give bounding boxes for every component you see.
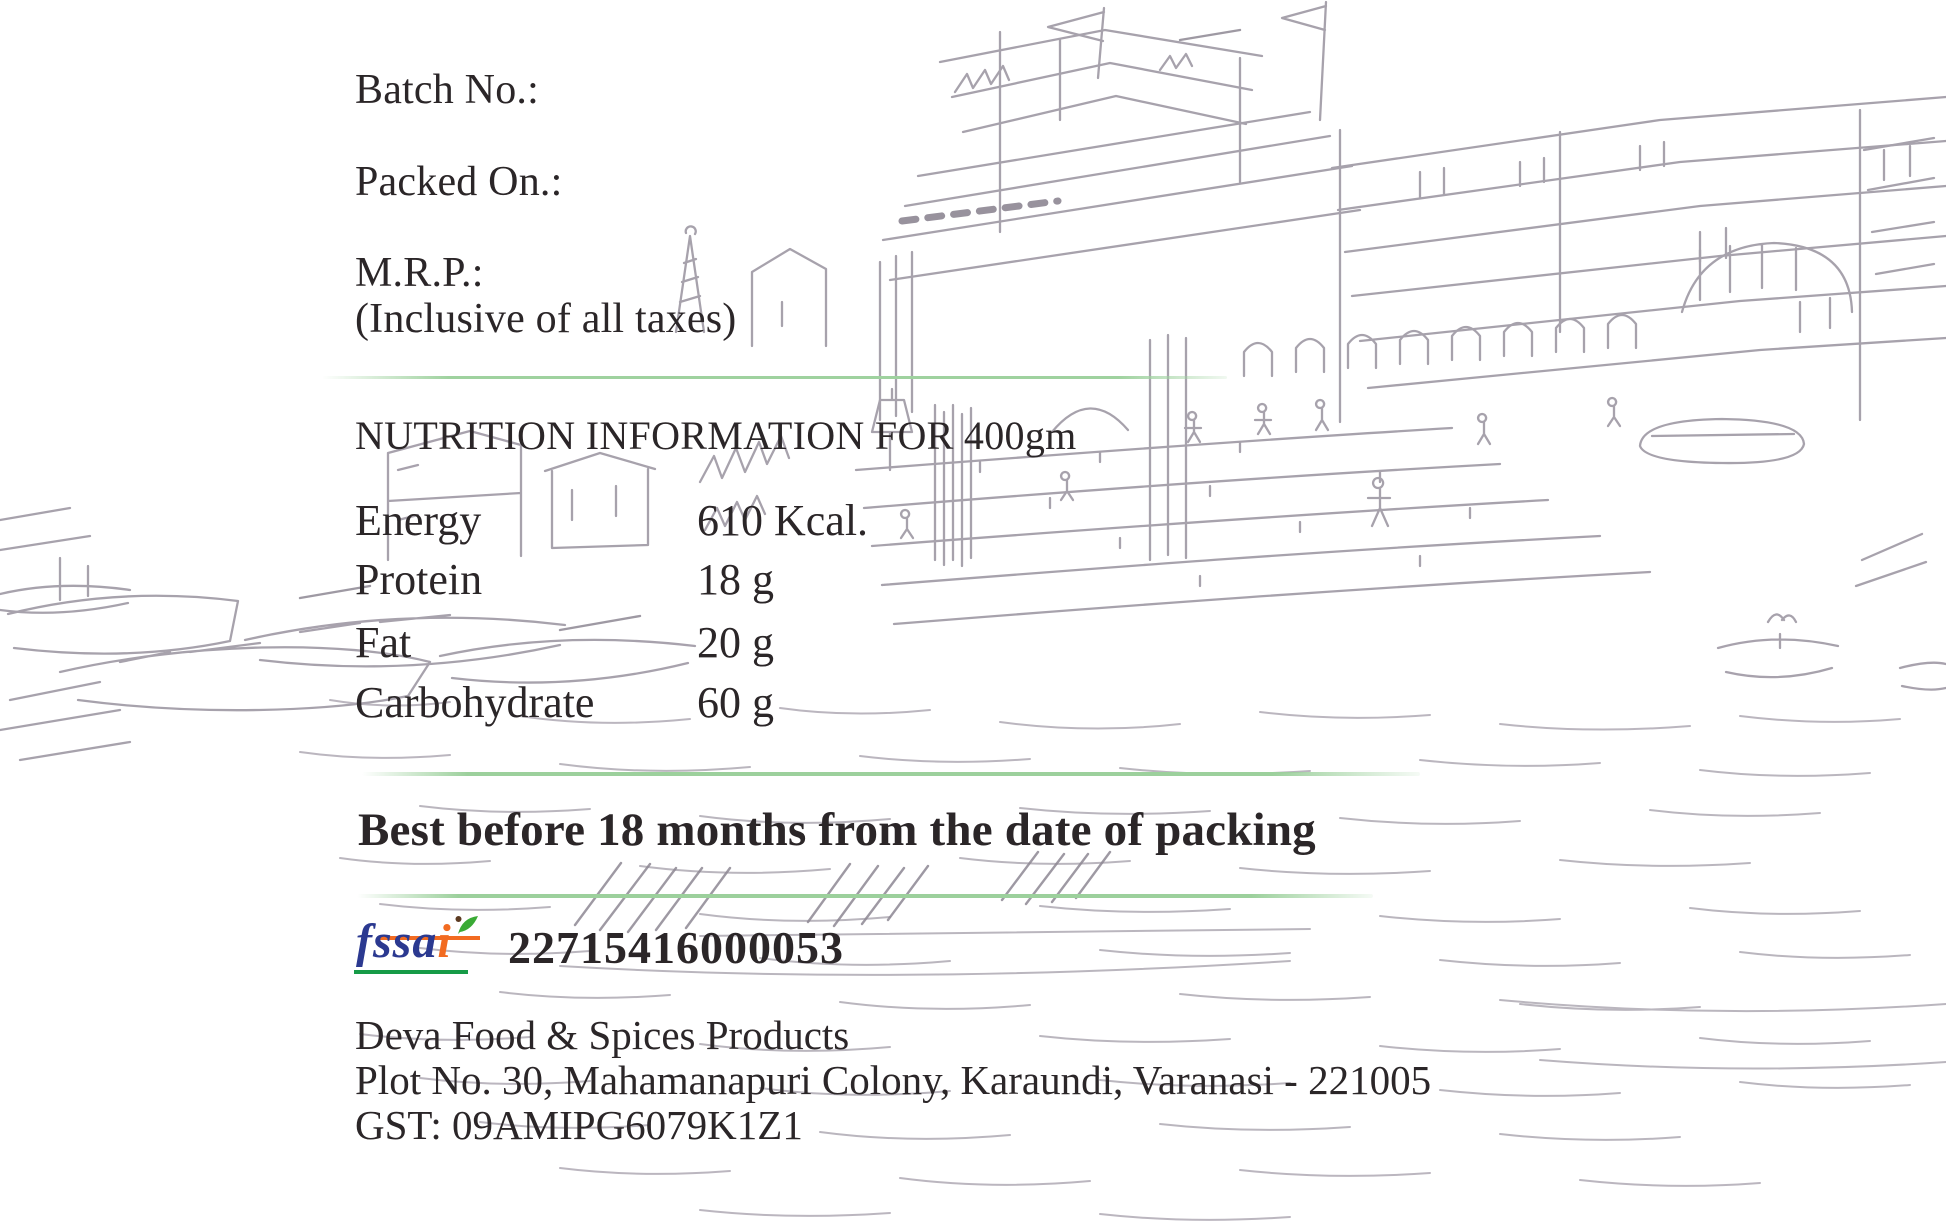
nutrient-value: 610 Kcal. bbox=[697, 496, 869, 545]
nutrient-value: 18 g bbox=[697, 555, 774, 604]
nutrition-row-carbohydrate bbox=[355, 677, 774, 728]
fssai-green-bar bbox=[354, 970, 468, 974]
nutrient-value: 20 g bbox=[697, 618, 774, 667]
batch-no-label: Batch No.: bbox=[355, 67, 539, 113]
best-before-statement: Best before 18 months from the date of packing bbox=[358, 804, 1316, 856]
company-address: Plot No. 30, Mahamanapuri Colony, Karaundi, Varanasi - 221005 bbox=[355, 1057, 1432, 1103]
green-divider-bottom bbox=[357, 894, 1373, 898]
green-divider-middle bbox=[362, 772, 1420, 776]
nutrient-name: Carbohydrate bbox=[355, 678, 595, 727]
nutrient-name: Energy bbox=[355, 496, 482, 545]
nutrient-value: 60 g bbox=[697, 678, 774, 727]
nutrition-row-fat bbox=[355, 617, 774, 668]
green-divider-top bbox=[322, 376, 1227, 379]
mrp-label: M.R.P.: bbox=[355, 250, 484, 296]
company-name: Deva Food & Spices Products bbox=[355, 1012, 850, 1058]
fssai-wordmark: fssai bbox=[356, 915, 452, 968]
manufacturer-block bbox=[355, 1013, 1431, 1148]
fssai-license-number: 22715416000053 bbox=[508, 922, 844, 973]
fssai-logo bbox=[354, 916, 488, 978]
tax-inclusive-note: (Inclusive of all taxes) bbox=[355, 296, 737, 342]
nutrition-row-protein bbox=[355, 554, 774, 605]
packed-on-label: Packed On.: bbox=[355, 159, 563, 205]
nutrient-name: Protein bbox=[355, 555, 483, 604]
nutrition-row-energy bbox=[355, 495, 869, 546]
nutrition-heading: NUTRITION INFORMATION FOR 400gm bbox=[355, 413, 1077, 458]
fssai-leaf-icon bbox=[452, 912, 482, 938]
nutrient-name: Fat bbox=[355, 618, 412, 667]
company-gst: GST: 09AMIPG6079K1Z1 bbox=[355, 1102, 803, 1148]
